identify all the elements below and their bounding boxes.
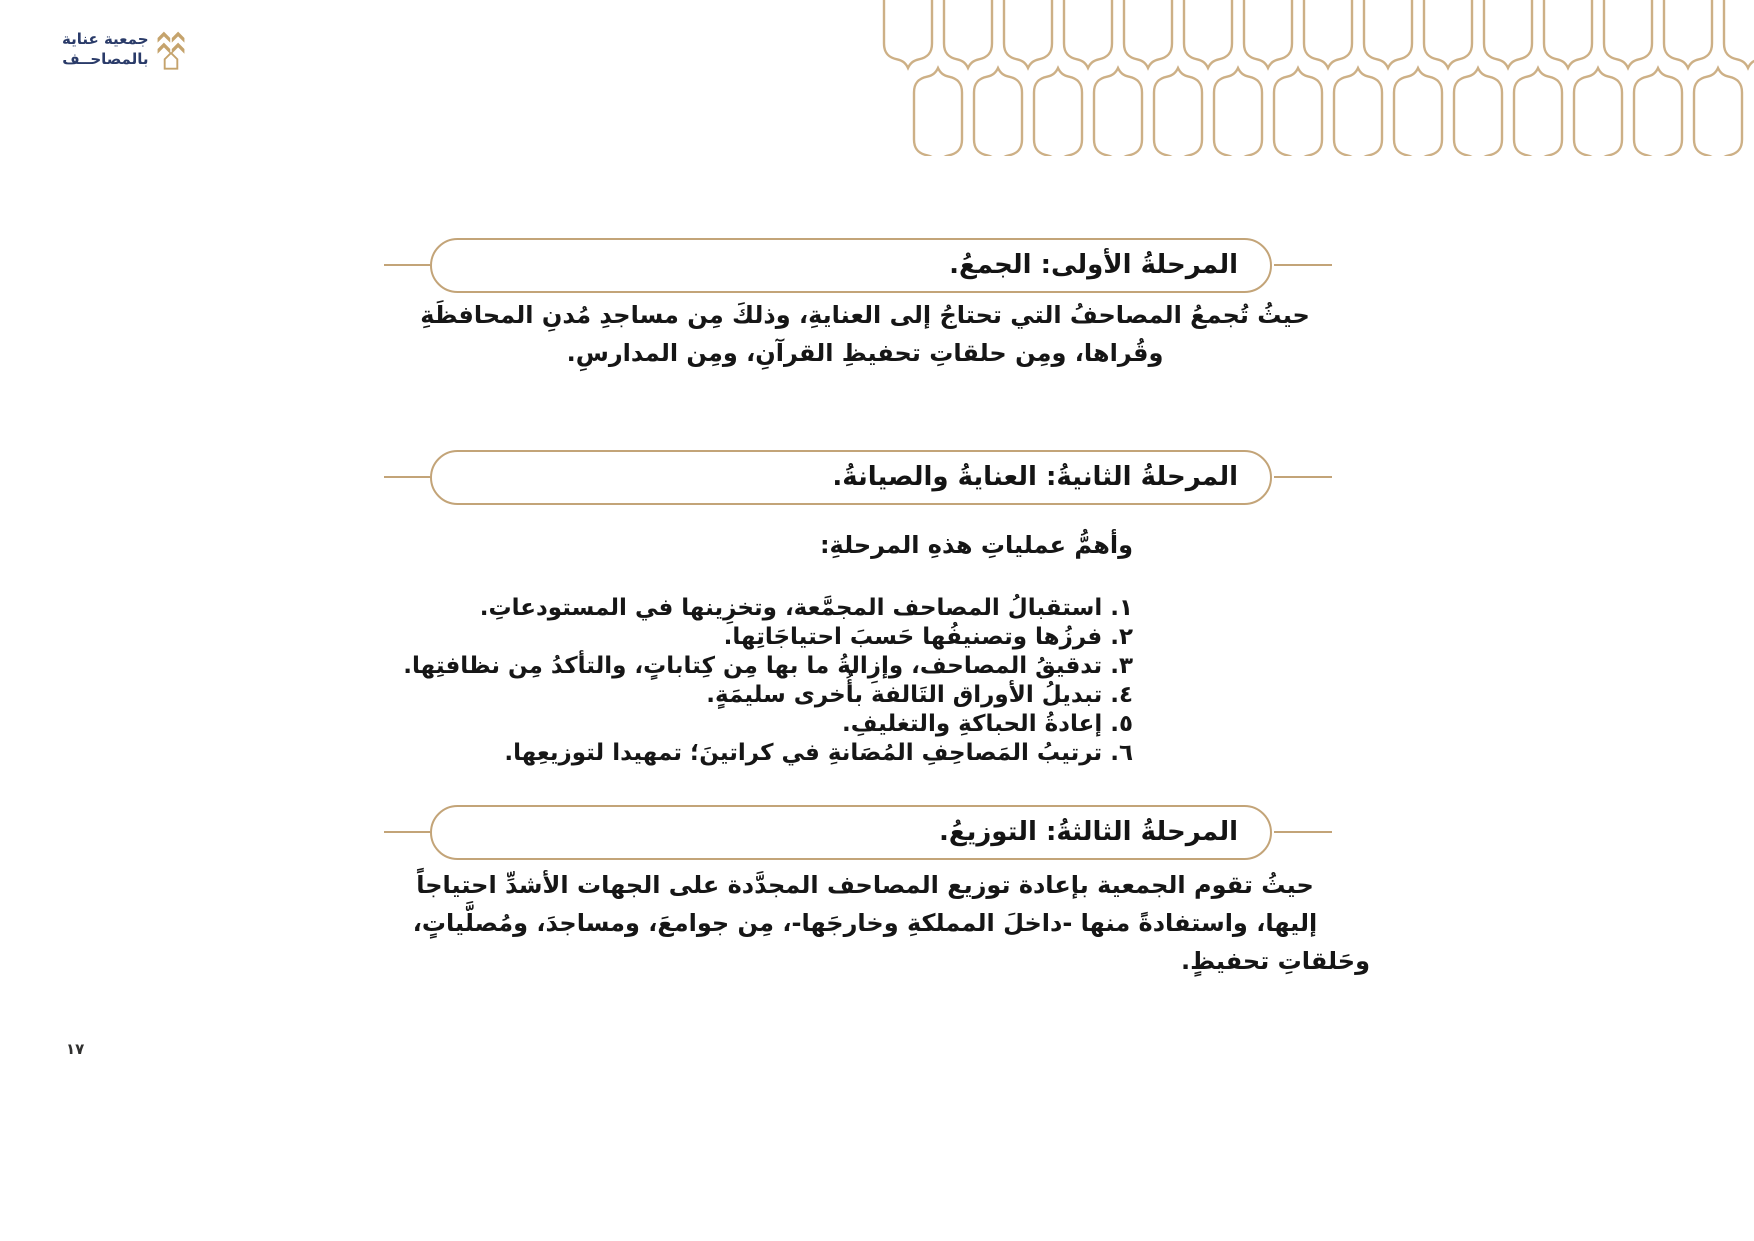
stage-1-title: المرحلةُ الأولى: الجمعُ. [949,250,1238,280]
header-rule-left [384,831,430,833]
stage-2-title: المرحلةُ الثانيةُ: العنايةُ والصيانةُ. [832,462,1238,492]
paragraph-line: وقُراها، ومِن حلقاتِ تحفيظِ القرآنِ، ومِن المدارسِ. [566,339,1164,367]
operations-list [403,594,1133,768]
islamic-arch-pattern [880,0,1754,156]
org-logo [62,26,186,72]
header-rule-left [384,476,430,478]
stage-3-title: المرحلةُ الثالثةُ: التوزيعُ. [938,817,1238,847]
org-name [62,29,149,69]
header-rule-right [1274,264,1332,266]
paragraph-line: وحَلقاتِ تحفيظٍ. [1181,947,1370,975]
stage-2-header [430,450,1272,505]
org-name-line-2: بالمصاحــف [62,50,149,68]
list-item: ٣. تدقيقُ المصاحف، وإزِالةُ ما بها مِن كِتاباتٍ، والتأكدُ مِن نظافتِها. [403,653,1133,679]
list-item: ٢. فرزُها وتصنيفُها حَسبَ احتياجَاتِها. [723,624,1133,650]
stage-1-paragraph [360,296,1370,372]
header-rule-right [1274,476,1332,478]
stage-3-paragraph [360,866,1370,980]
page-number: ١٧ [66,1040,85,1058]
paragraph-line: حيثُ تُجمعُ المصاحفُ التي تحتاجُ إلى العنايةِ، وذلكَ مِن مساجدِ مُدنِ المحافظَةِ [420,301,1310,329]
list-item: ٦. ترتيبُ المَصاحِفِ المُصَانةِ في كراتينَ؛ تمهيدا لتوزيعِها. [504,740,1133,766]
header-rule-left [384,264,430,266]
org-name-line-1: جمعية عناية [62,30,149,48]
paragraph-line: إليها، واستفادةً منها -داخلَ المملكةِ وخارجَها-، مِن جوامعَ، ومساجدَ، ومُصلَّياتٍ، [412,909,1318,937]
list-item: ٥. إعادةُ الحباكةِ والتغليفِ. [842,711,1133,737]
stacked-chevrons-book-icon [156,26,186,72]
stage-1-header [430,238,1272,293]
list-item: ١. استقبالُ المصاحف المجمَّعة، وتخزِينها في المستودعاتِ. [479,595,1133,621]
header-rule-right [1274,831,1332,833]
stage-3-header [430,805,1272,860]
list-item: ٤. تبديلُ الأوراق التَالفة بأُخرى سليمَةٍ. [706,682,1133,708]
paragraph-line: حيثُ تقوم الجمعية بإعادة توزيع المصاحف المجدَّدة على الجهات الأشدِّ احتياجاً [416,871,1314,899]
stage-2-intro: وأهمُّ عملياتِ هذهِ المرحلةِ: [819,531,1133,559]
